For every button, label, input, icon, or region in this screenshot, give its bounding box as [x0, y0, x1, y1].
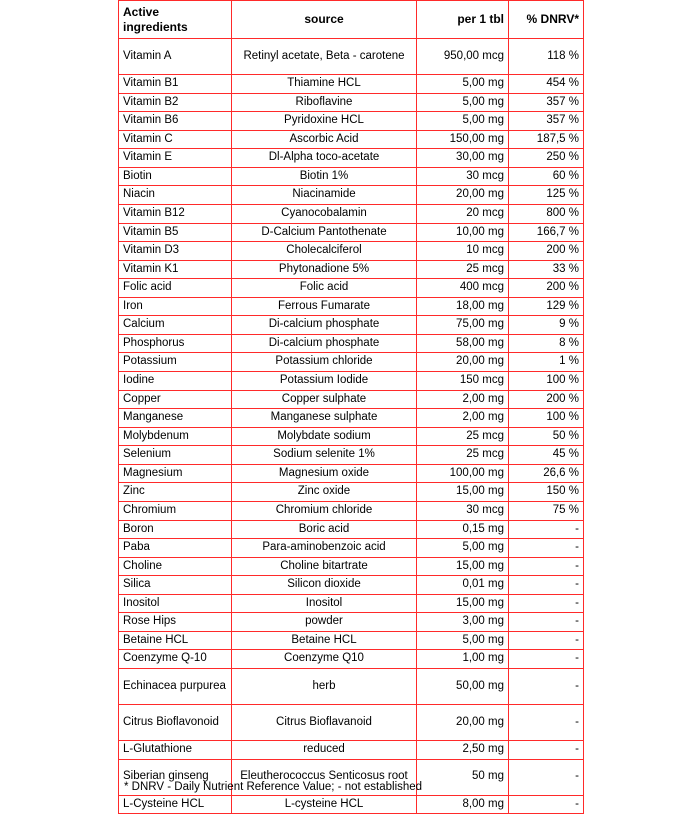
column-header-per-tablet: per 1 tbl [417, 1, 509, 39]
footnote: * DNRV - Daily Nutrient Reference Value; - not established [124, 781, 423, 793]
table-row [119, 409, 584, 428]
cell-dnrv-percent: 33 % [509, 260, 584, 279]
cell-dnrv-percent: 50 % [509, 427, 584, 446]
cell-dnrv-percent: - [509, 705, 584, 741]
cell-dnrv-percent: - [509, 520, 584, 539]
cell-amount-per-tablet: 400 mcg [417, 279, 509, 298]
cell-ingredient-name: Calcium [119, 316, 232, 335]
table-row [119, 112, 584, 131]
cell-amount-per-tablet: 1,00 mg [417, 650, 509, 669]
column-header-dnrv: % DNRV* [509, 1, 584, 39]
table-row [119, 539, 584, 558]
cell-dnrv-percent: 800 % [509, 204, 584, 223]
cell-ingredient-name: Iodine [119, 372, 232, 391]
cell-source: Di-calcium phosphate [232, 334, 417, 353]
cell-ingredient-name: Vitamin E [119, 149, 232, 168]
table-row [119, 520, 584, 539]
table-row [119, 576, 584, 595]
cell-ingredient-name: Echinacea purpurea [119, 669, 232, 705]
ingredients-table-container [118, 0, 583, 814]
table-row [119, 650, 584, 669]
cell-dnrv-percent: 357 % [509, 93, 584, 112]
table-row [119, 705, 584, 741]
table-row [119, 39, 584, 75]
table-row [119, 557, 584, 576]
cell-source: Riboflavine [232, 93, 417, 112]
cell-amount-per-tablet: 30 mcg [417, 501, 509, 520]
cell-ingredient-name: Chromium [119, 501, 232, 520]
table-row [119, 149, 584, 168]
cell-dnrv-percent: 250 % [509, 149, 584, 168]
cell-dnrv-percent: - [509, 759, 584, 795]
cell-amount-per-tablet: 75,00 mg [417, 316, 509, 335]
table-row [119, 223, 584, 242]
cell-dnrv-percent: 1 % [509, 353, 584, 372]
table-row [119, 372, 584, 391]
cell-source: Biotin 1% [232, 167, 417, 186]
cell-source: Chromium chloride [232, 501, 417, 520]
cell-amount-per-tablet: 3,00 mg [417, 613, 509, 632]
cell-ingredient-name: Paba [119, 539, 232, 558]
cell-source: Ascorbic Acid [232, 130, 417, 149]
cell-source: Coenzyme Q10 [232, 650, 417, 669]
cell-dnrv-percent: 60 % [509, 167, 584, 186]
cell-ingredient-name: Vitamin D3 [119, 242, 232, 261]
cell-dnrv-percent: 125 % [509, 186, 584, 205]
cell-amount-per-tablet: 5,00 mg [417, 539, 509, 558]
cell-amount-per-tablet: 18,00 mg [417, 297, 509, 316]
table-header [119, 1, 584, 39]
cell-ingredient-name: Manganese [119, 409, 232, 428]
table-row [119, 594, 584, 613]
cell-source: Inositol [232, 594, 417, 613]
cell-dnrv-percent: - [509, 795, 584, 814]
cell-source: Sodium selenite 1% [232, 446, 417, 465]
cell-amount-per-tablet: 15,00 mg [417, 557, 509, 576]
cell-dnrv-percent: - [509, 594, 584, 613]
cell-source: Eleutherococcus Senticosus root [232, 759, 417, 795]
table-row [119, 167, 584, 186]
cell-ingredient-name: Zinc [119, 483, 232, 502]
cell-ingredient-name: Inositol [119, 594, 232, 613]
cell-source: Niacinamide [232, 186, 417, 205]
cell-amount-per-tablet: 25 mcg [417, 446, 509, 465]
cell-source: reduced [232, 741, 417, 760]
table-row [119, 334, 584, 353]
cell-ingredient-name: Molybdenum [119, 427, 232, 446]
cell-amount-per-tablet: 5,00 mg [417, 631, 509, 650]
cell-amount-per-tablet: 5,00 mg [417, 112, 509, 131]
table-row [119, 613, 584, 632]
cell-source: Ferrous Fumarate [232, 297, 417, 316]
cell-ingredient-name: Silica [119, 576, 232, 595]
cell-dnrv-percent: 45 % [509, 446, 584, 465]
table-row [119, 93, 584, 112]
cell-dnrv-percent: 9 % [509, 316, 584, 335]
cell-dnrv-percent: - [509, 669, 584, 705]
cell-ingredient-name: Vitamin B12 [119, 204, 232, 223]
table-row [119, 669, 584, 705]
cell-dnrv-percent: 8 % [509, 334, 584, 353]
cell-dnrv-percent: - [509, 741, 584, 760]
cell-dnrv-percent: 75 % [509, 501, 584, 520]
cell-source: Dl-Alpha toco-acetate [232, 149, 417, 168]
cell-amount-per-tablet: 950,00 mcg [417, 39, 509, 75]
cell-source: Cholecalciferol [232, 242, 417, 261]
cell-amount-per-tablet: 20,00 mg [417, 353, 509, 372]
cell-amount-per-tablet: 20,00 mg [417, 705, 509, 741]
table-row [119, 483, 584, 502]
cell-ingredient-name: Vitamin A [119, 39, 232, 75]
cell-ingredient-name: Coenzyme Q-10 [119, 650, 232, 669]
cell-dnrv-percent: 100 % [509, 372, 584, 391]
cell-amount-per-tablet: 100,00 mg [417, 464, 509, 483]
cell-ingredient-name: Niacin [119, 186, 232, 205]
cell-amount-per-tablet: 20,00 mg [417, 186, 509, 205]
table-row [119, 204, 584, 223]
cell-source: Magnesium oxide [232, 464, 417, 483]
cell-ingredient-name: L-Glutathione [119, 741, 232, 760]
table-row [119, 427, 584, 446]
cell-source: Boric acid [232, 520, 417, 539]
table-header-row [119, 1, 584, 39]
cell-dnrv-percent: - [509, 576, 584, 595]
cell-ingredient-name: Folic acid [119, 279, 232, 298]
table-row [119, 446, 584, 465]
table-row [119, 316, 584, 335]
cell-source: D-Calcium Pantothenate [232, 223, 417, 242]
cell-dnrv-percent: - [509, 650, 584, 669]
table-row [119, 130, 584, 149]
cell-amount-per-tablet: 0,15 mg [417, 520, 509, 539]
table-row [119, 795, 584, 814]
table-row [119, 242, 584, 261]
cell-source: Potassium Iodide [232, 372, 417, 391]
cell-ingredient-name: Siberian ginseng [119, 759, 232, 795]
cell-amount-per-tablet: 50,00 mg [417, 669, 509, 705]
cell-source: Di-calcium phosphate [232, 316, 417, 335]
table-row [119, 353, 584, 372]
cell-amount-per-tablet: 30 mcg [417, 167, 509, 186]
cell-amount-per-tablet: 5,00 mg [417, 75, 509, 94]
cell-source: Cyanocobalamin [232, 204, 417, 223]
cell-dnrv-percent: 357 % [509, 112, 584, 131]
cell-amount-per-tablet: 10 mcg [417, 242, 509, 261]
cell-source: Phytonadione 5% [232, 260, 417, 279]
cell-ingredient-name: Betaine HCL [119, 631, 232, 650]
cell-ingredient-name: Vitamin B1 [119, 75, 232, 94]
cell-amount-per-tablet: 58,00 mg [417, 334, 509, 353]
cell-amount-per-tablet: 15,00 mg [417, 594, 509, 613]
cell-ingredient-name: Copper [119, 390, 232, 409]
cell-dnrv-percent: 187,5 % [509, 130, 584, 149]
cell-dnrv-percent: 454 % [509, 75, 584, 94]
cell-ingredient-name: Iron [119, 297, 232, 316]
cell-dnrv-percent: 200 % [509, 242, 584, 261]
cell-ingredient-name: Rose Hips [119, 613, 232, 632]
cell-source: L-cysteine HCL [232, 795, 417, 814]
cell-dnrv-percent: 200 % [509, 279, 584, 298]
cell-amount-per-tablet: 150 mcg [417, 372, 509, 391]
cell-source: Pyridoxine HCL [232, 112, 417, 131]
table-row [119, 501, 584, 520]
cell-dnrv-percent: - [509, 539, 584, 558]
column-header-source: source [232, 1, 417, 39]
table-row [119, 260, 584, 279]
cell-ingredient-name: Biotin [119, 167, 232, 186]
cell-dnrv-percent: - [509, 613, 584, 632]
cell-ingredient-name: Vitamin B5 [119, 223, 232, 242]
cell-dnrv-percent: 200 % [509, 390, 584, 409]
cell-amount-per-tablet: 2,50 mg [417, 741, 509, 760]
cell-ingredient-name: Phosphorus [119, 334, 232, 353]
cell-dnrv-percent: 166,7 % [509, 223, 584, 242]
cell-source: Potassium chloride [232, 353, 417, 372]
cell-ingredient-name: Selenium [119, 446, 232, 465]
cell-source: Manganese sulphate [232, 409, 417, 428]
cell-source: Zinc oxide [232, 483, 417, 502]
cell-ingredient-name: Vitamin C [119, 130, 232, 149]
cell-source: Silicon dioxide [232, 576, 417, 595]
cell-ingredient-name: Vitamin B6 [119, 112, 232, 131]
cell-ingredient-name: Vitamin B2 [119, 93, 232, 112]
cell-dnrv-percent: - [509, 631, 584, 650]
cell-amount-per-tablet: 30,00 mg [417, 149, 509, 168]
cell-ingredient-name: L-Cysteine HCL [119, 795, 232, 814]
cell-dnrv-percent: 129 % [509, 297, 584, 316]
column-header-active-ingredients: Active ingredients [119, 1, 232, 39]
cell-amount-per-tablet: 10,00 mg [417, 223, 509, 242]
cell-ingredient-name: Potassium [119, 353, 232, 372]
cell-source: Betaine HCL [232, 631, 417, 650]
table-row [119, 741, 584, 760]
cell-source: herb [232, 669, 417, 705]
cell-source: Molybdate sodium [232, 427, 417, 446]
cell-amount-per-tablet: 5,00 mg [417, 93, 509, 112]
cell-amount-per-tablet: 0,01 mg [417, 576, 509, 595]
cell-amount-per-tablet: 20 mcg [417, 204, 509, 223]
cell-source: Copper sulphate [232, 390, 417, 409]
table-row [119, 390, 584, 409]
cell-ingredient-name: Choline [119, 557, 232, 576]
cell-amount-per-tablet: 8,00 mg [417, 795, 509, 814]
cell-source: powder [232, 613, 417, 632]
cell-amount-per-tablet: 25 mcg [417, 260, 509, 279]
cell-source: Para-aminobenzoic acid [232, 539, 417, 558]
cell-amount-per-tablet: 2,00 mg [417, 409, 509, 428]
cell-source: Thiamine HCL [232, 75, 417, 94]
table-row [119, 464, 584, 483]
ingredients-table [118, 0, 584, 814]
table-body [119, 39, 584, 814]
cell-amount-per-tablet: 15,00 mg [417, 483, 509, 502]
table-row [119, 75, 584, 94]
cell-amount-per-tablet: 25 mcg [417, 427, 509, 446]
cell-dnrv-percent: - [509, 557, 584, 576]
table-row [119, 297, 584, 316]
cell-ingredient-name: Boron [119, 520, 232, 539]
cell-dnrv-percent: 100 % [509, 409, 584, 428]
cell-source: Folic acid [232, 279, 417, 298]
cell-source: Retinyl acetate, Beta - carotene [232, 39, 417, 75]
cell-source: Citrus Bioflavanoid [232, 705, 417, 741]
cell-dnrv-percent: 118 % [509, 39, 584, 75]
cell-ingredient-name: Magnesium [119, 464, 232, 483]
cell-amount-per-tablet: 50 mg [417, 759, 509, 795]
cell-ingredient-name: Citrus Bioflavonoid [119, 705, 232, 741]
table-row [119, 631, 584, 650]
cell-amount-per-tablet: 2,00 mg [417, 390, 509, 409]
cell-source: Choline bitartrate [232, 557, 417, 576]
table-row [119, 279, 584, 298]
table-row [119, 186, 584, 205]
cell-dnrv-percent: 26,6 % [509, 464, 584, 483]
cell-dnrv-percent: 150 % [509, 483, 584, 502]
cell-amount-per-tablet: 150,00 mg [417, 130, 509, 149]
cell-ingredient-name: Vitamin K1 [119, 260, 232, 279]
